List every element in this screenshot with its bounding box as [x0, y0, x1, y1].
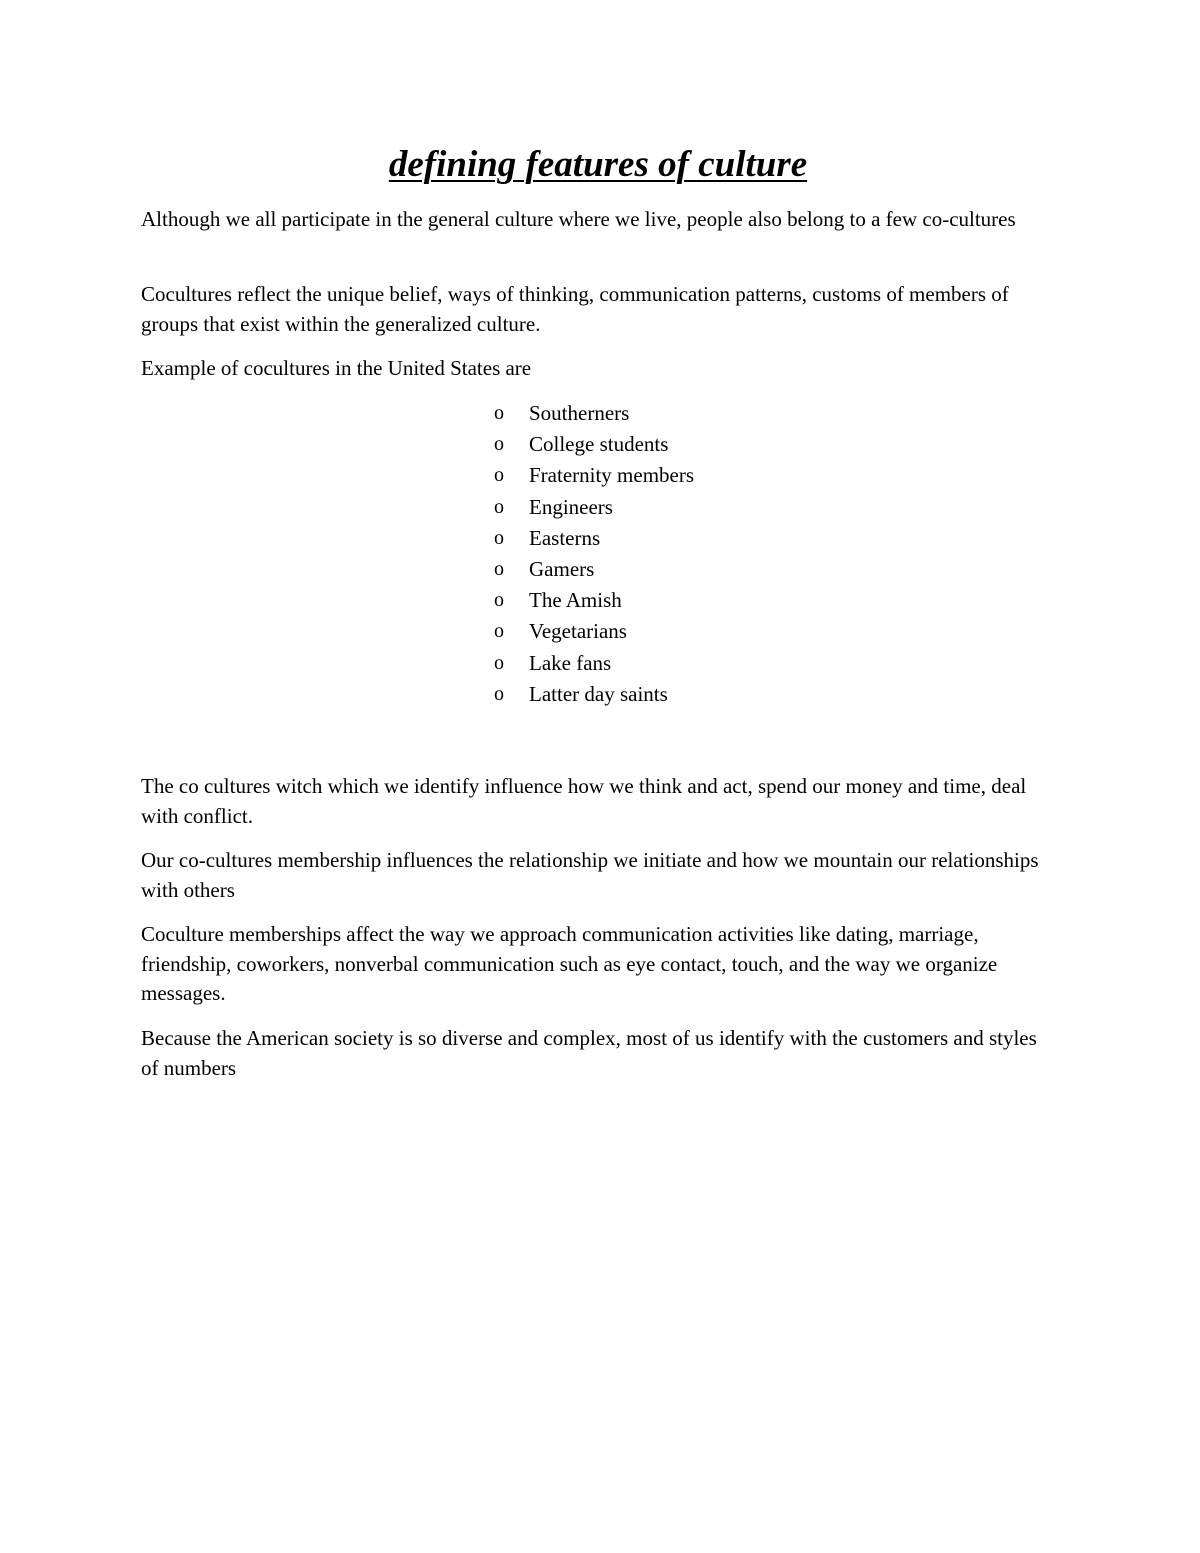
list-item-label: Engineers — [529, 494, 613, 519]
paragraph-membership-relationships: Our co-cultures membership influences the relationship we initiate and how we mountain our relationships with others — [141, 848, 1039, 902]
list-item — [494, 492, 694, 523]
bullet-icon: o — [494, 495, 504, 518]
paragraph-cocultures-intro: Although we all participate in the general culture where we live, people also belong to a few co-cultures — [141, 207, 1016, 231]
list-item-label: Fraternity members — [529, 463, 695, 488]
list-item-label: College students — [529, 432, 669, 457]
paragraph-cocultures-definition: Cocultures reflect the unique belief, ways of thinking, communication patterns, customs of members of groups that exist within the generalized culture. — [141, 282, 1009, 336]
list-item — [494, 523, 694, 554]
list-item — [494, 554, 694, 585]
paragraph-american-society: Because the American society is so diverse and complex, most of us identify with the customers and styles of numbers — [141, 1026, 1037, 1080]
bullet-icon: o — [494, 402, 504, 424]
bullet-icon: o — [494, 433, 504, 456]
paragraph-examples-intro: Example of cocultures in the United States are — [141, 356, 532, 380]
bullet-icon: o — [494, 557, 504, 580]
list-item — [494, 585, 694, 616]
list-item — [494, 616, 694, 647]
bullet-icon: o — [494, 651, 504, 674]
list-item-label: Lake fans — [529, 650, 612, 675]
list-item-label: Gamers — [529, 556, 595, 581]
bullet-icon: o — [494, 589, 504, 612]
bullet-icon: o — [494, 682, 504, 705]
list-item-label: Southerners — [529, 401, 630, 425]
list-item — [494, 648, 694, 679]
bullet-icon: o — [494, 526, 504, 549]
list-item — [494, 398, 694, 429]
bullet-icon: o — [494, 464, 504, 487]
list-item-label: The Amish — [529, 588, 622, 613]
list-item-label: Vegetarians — [529, 619, 627, 644]
document-title: defining features of culture — [388, 144, 808, 185]
coculture-examples-list — [494, 398, 694, 710]
paragraph-communication-activities: Coculture memberships affect the way we approach communication activities like dating, marriage, friendship, coworkers, nonverbal communication such as eye contact, touch, and the way we organize messages. — [141, 922, 998, 1005]
list-item — [494, 679, 694, 710]
paragraph-cocultures-influence: The co cultures witch which we identify influence how we think and act, spend our money and time, deal with conflict. — [141, 774, 1027, 828]
list-item-label: Easterns — [529, 525, 601, 550]
list-item-label: Latter day saints — [529, 681, 668, 706]
list-item — [494, 460, 694, 491]
bullet-icon: o — [494, 620, 504, 643]
list-item — [494, 429, 694, 460]
